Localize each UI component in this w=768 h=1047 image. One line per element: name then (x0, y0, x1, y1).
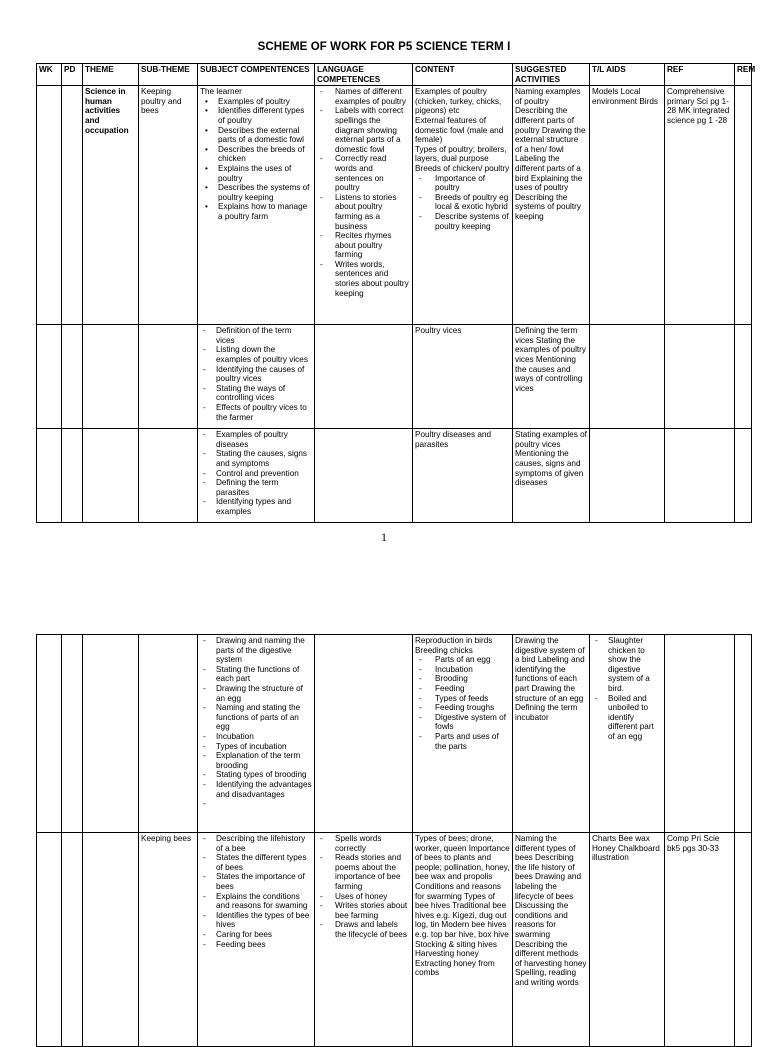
list-item: - Draws and labels the lifecycle of bees (317, 920, 410, 939)
cell-pd (62, 86, 83, 325)
header-theme: THEME (83, 64, 139, 86)
cell-theme: Science in human activities and occupation (83, 86, 139, 325)
list-item: - Describe systems of poultry keeping (415, 212, 510, 231)
list-item: - Feeding troughs (415, 703, 510, 713)
list-item: - Identifying the advantages and disadvantages (200, 780, 312, 799)
cell-subject-competences (198, 635, 315, 833)
list-item: - Defining the term parasites (200, 478, 312, 497)
cell-rem (735, 86, 752, 325)
list-item: - Breeds of poultry eg local & exotic hybrid (415, 193, 510, 212)
table-row (37, 833, 752, 1047)
list-item: - Labels with correct spellings the diagram showing external parts of a domestic fowl (317, 106, 410, 154)
list-item: - Recites rhymes about poultry farming (317, 231, 410, 260)
cell-ref (665, 635, 735, 833)
list-item: - Incubation (200, 732, 312, 742)
scheme-of-work-table-continued (36, 634, 752, 1047)
header-language-competences: LANGUAGE COMPETENCES (315, 64, 413, 86)
list-item: • Describes the breeds of chicken (200, 145, 312, 164)
list-item: - Caring for bees (200, 930, 312, 940)
list-item: - Drawing the structure of an egg (200, 684, 312, 703)
list-item: - Writes stories about bee farming (317, 901, 410, 920)
header-rem: REM (735, 64, 752, 86)
list-item: - Incubation (415, 665, 510, 675)
cell-subject-competences (198, 86, 315, 325)
list-item: - Brooding (415, 674, 510, 684)
list-item: - Identifying the causes of poultry vices (200, 365, 312, 384)
cell-wk (37, 833, 62, 1047)
header-suggested-activities: SUGGESTED ACTIVITIES (513, 64, 590, 86)
cell-suggested-activities: Naming the different types of bees Describing the life history of bees Drawing and labeling the lifecycle of bees Discussing the conditions and reasons for swarming Describing the different methods of harvesting honey Spelling, reading and writing words (513, 833, 590, 1047)
list-item: - Examples of poultry diseases (200, 430, 312, 449)
list-item: - Drawing and naming the parts of the digestive system (200, 636, 312, 665)
list-item: - Slaughter chicken to show the digestive system of a bird. (592, 636, 662, 694)
list-item: - Describing the lifehistory of a bee (200, 834, 312, 853)
cell-pd (62, 429, 83, 523)
cell-sub-theme: Keeping bees (139, 833, 198, 1047)
cell-tl-aids: Charts Bee wax Honey Chalkboard illustration (590, 833, 665, 1047)
cell-content: Poultry diseases and parasites (413, 429, 513, 523)
cell-suggested-activities: Naming examples of poultry Describing the different parts of poultry Drawing the external structure of a hen/ fowl Labeling the different parts of a bird Explaining the uses of poultry Describing the systems of poultry keeping (513, 86, 590, 325)
cell-rem (735, 833, 752, 1047)
list-item: • Identifies different types of poultry (200, 106, 312, 125)
cell-suggested-activities: Drawing the digestive system of a bird Labeling and identifying the functions of each part Drawing the structure of an egg Defining the term incubator (513, 635, 590, 833)
list-item: - Parts and uses of the parts (415, 732, 510, 751)
list-item: - Parts of an egg (415, 655, 510, 665)
cell-tl-aids (590, 325, 665, 429)
cell-theme (83, 833, 139, 1047)
list-item: • Explains how to manage a poultry farm (200, 202, 312, 221)
cell-theme (83, 635, 139, 833)
cell-wk (37, 325, 62, 429)
cell-suggested-activities: Stating examples of poultry vices Mentioning the causes, signs and symptoms of given diseases (513, 429, 590, 523)
list-item: - Effects of poultry vices to the farmer (200, 403, 312, 422)
list-item: - Digestive system of fowls (415, 713, 510, 732)
cell-tl-aids (590, 635, 665, 833)
cell-subject-competences (198, 429, 315, 523)
cell-pd (62, 635, 83, 833)
content-line: External features of domestic fowl (male and female) (415, 115, 504, 145)
cell-sub-theme (139, 635, 198, 833)
list-item (200, 799, 312, 800)
cell-subject-competences (198, 325, 315, 429)
list-item: - Explains the conditions and reasons for swaming (200, 892, 312, 911)
cell-wk (37, 429, 62, 523)
list-item: - Writes words, sentences and stories about poultry keeping (317, 260, 410, 298)
cell-sub-theme (139, 325, 198, 429)
list-item: - Names of different examples of poultry (317, 87, 410, 106)
list-item: - Identifying types and examples (200, 497, 312, 516)
table-header-row (37, 64, 752, 86)
list-item: - Explanation of the term brooding (200, 751, 312, 770)
cell-ref (665, 429, 735, 523)
cell-ref: Comp Pri Scie bk5 pgs 30-33 (665, 833, 735, 1047)
cell-rem (735, 635, 752, 833)
content-line: Types of poultry; broilers, layers, dual purpose (415, 144, 507, 164)
table-row (37, 325, 752, 429)
list-item: - Stating the causes, signs and symptoms (200, 449, 312, 468)
page-number: 1 (381, 530, 387, 544)
content-line: Breeding chicks (415, 645, 473, 655)
list-item: - Control and prevention (200, 469, 312, 479)
table-row (37, 429, 752, 523)
document-page-2 (0, 610, 768, 1024)
list-item: - Uses of honey (317, 892, 410, 902)
list-item: • Describes the external parts of a domestic fowl (200, 126, 312, 145)
header-ref: REF (665, 64, 735, 86)
list-item: - Spells words correctly (317, 834, 410, 853)
list-item: - Stating the ways of controlling vices (200, 384, 312, 403)
list-item: - Definition of the term vices (200, 326, 312, 345)
header-pd: PD (62, 64, 83, 86)
cell-content (413, 86, 513, 325)
cell-tl-aids: Models Local environment Birds (590, 86, 665, 325)
list-item: - Types of incubation (200, 742, 312, 752)
cell-content (413, 635, 513, 833)
cell-sub-theme (139, 429, 198, 523)
cell-theme (83, 325, 139, 429)
cell-tl-aids (590, 429, 665, 523)
content-line: Examples of poultry (chicken, turkey, chicks, pigeons) etc (415, 87, 502, 116)
cell-content: Types of bees; drone, worker, queen Importance of bees to plants and people; pollination, honey, bee wax and propolis Conditions and reasons for swarming Types of bee hives Traditional bee hives e.g. Kigezi, dug out log, tin Modern bee hives e.g. top bar hive, box hive Stocking & siting hives Harvesting honey Extracting honey from combs (413, 833, 513, 1047)
cell-language-competences (315, 635, 413, 833)
list-item: - Stating types of brooding (200, 770, 312, 780)
cell-sub-theme: Keeping poultry and bees (139, 86, 198, 325)
list-item: - Reads stories and poems about the importance of bee farming (317, 853, 410, 891)
cell-suggested-activities: Defining the term vices Stating the examples of poultry vices Mentioning the causes and ways of controlling vices (513, 325, 590, 429)
cell-rem (735, 429, 752, 523)
cell-language-competences (315, 429, 413, 523)
cell-ref: Comprehensive primary Sci pg 1-28 MK integrated science pg 1 -28 (665, 86, 735, 325)
cell-subject-competences (198, 833, 315, 1047)
cell-theme (83, 429, 139, 523)
cell-wk (37, 86, 62, 325)
list-item: • Explains the uses of poultry (200, 164, 312, 183)
list-item: - Types of feeds (415, 694, 510, 704)
cell-pd (62, 325, 83, 429)
scheme-of-work-table (36, 63, 756, 523)
cell-ref (665, 325, 735, 429)
content-line: Reproduction in birds (415, 636, 493, 645)
header-sub-theme: SUB-THEME (139, 64, 198, 86)
cell-language-competences (315, 86, 413, 325)
subject-intro: The learner (200, 87, 242, 97)
header-subject-competences: SUBJECT COMPENTENCES (198, 64, 315, 86)
cell-pd (62, 833, 83, 1047)
list-item: - States the importance of bees (200, 872, 312, 891)
table-row (37, 86, 752, 325)
list-item: - Identifies the types of bee hives (200, 911, 312, 930)
list-item: - States the different types of bees (200, 853, 312, 872)
list-item: - Feeding bees (200, 940, 312, 950)
list-item: - Correctly read words and sentences on poultry (317, 154, 410, 192)
cell-language-competences (315, 833, 413, 1047)
cell-content: Poultry vices (413, 325, 513, 429)
table-row (37, 635, 752, 833)
cell-language-competences (315, 325, 413, 429)
list-item: - Naming and stating the functions of parts of an egg (200, 703, 312, 732)
content-line: Breeds of chicken/ poultry (415, 163, 510, 173)
list-item: - Stating the functions of each part (200, 665, 312, 684)
list-item: • Describes the systems of poultry keeping (200, 183, 312, 202)
list-item: - Feeding (415, 684, 510, 694)
header-tl-aids: T/L AIDS (590, 64, 665, 86)
cell-rem (735, 325, 752, 429)
list-item: • Examples of poultry (200, 97, 312, 107)
cell-wk (37, 635, 62, 833)
header-content: CONTENT (413, 64, 513, 86)
list-item: - Listens to stories about poultry farming as a business (317, 193, 410, 231)
page-gap (0, 560, 768, 610)
list-item: - Importance of poultry (415, 174, 510, 193)
list-item: - Listing down the examples of poultry vices (200, 345, 312, 364)
document-title: SCHEME OF WORK FOR P5 SCIENCE TERM I (257, 41, 511, 53)
header-wk: WK (37, 64, 62, 86)
list-item: - Boiled and unboiled to identify different part of an egg (592, 694, 662, 742)
